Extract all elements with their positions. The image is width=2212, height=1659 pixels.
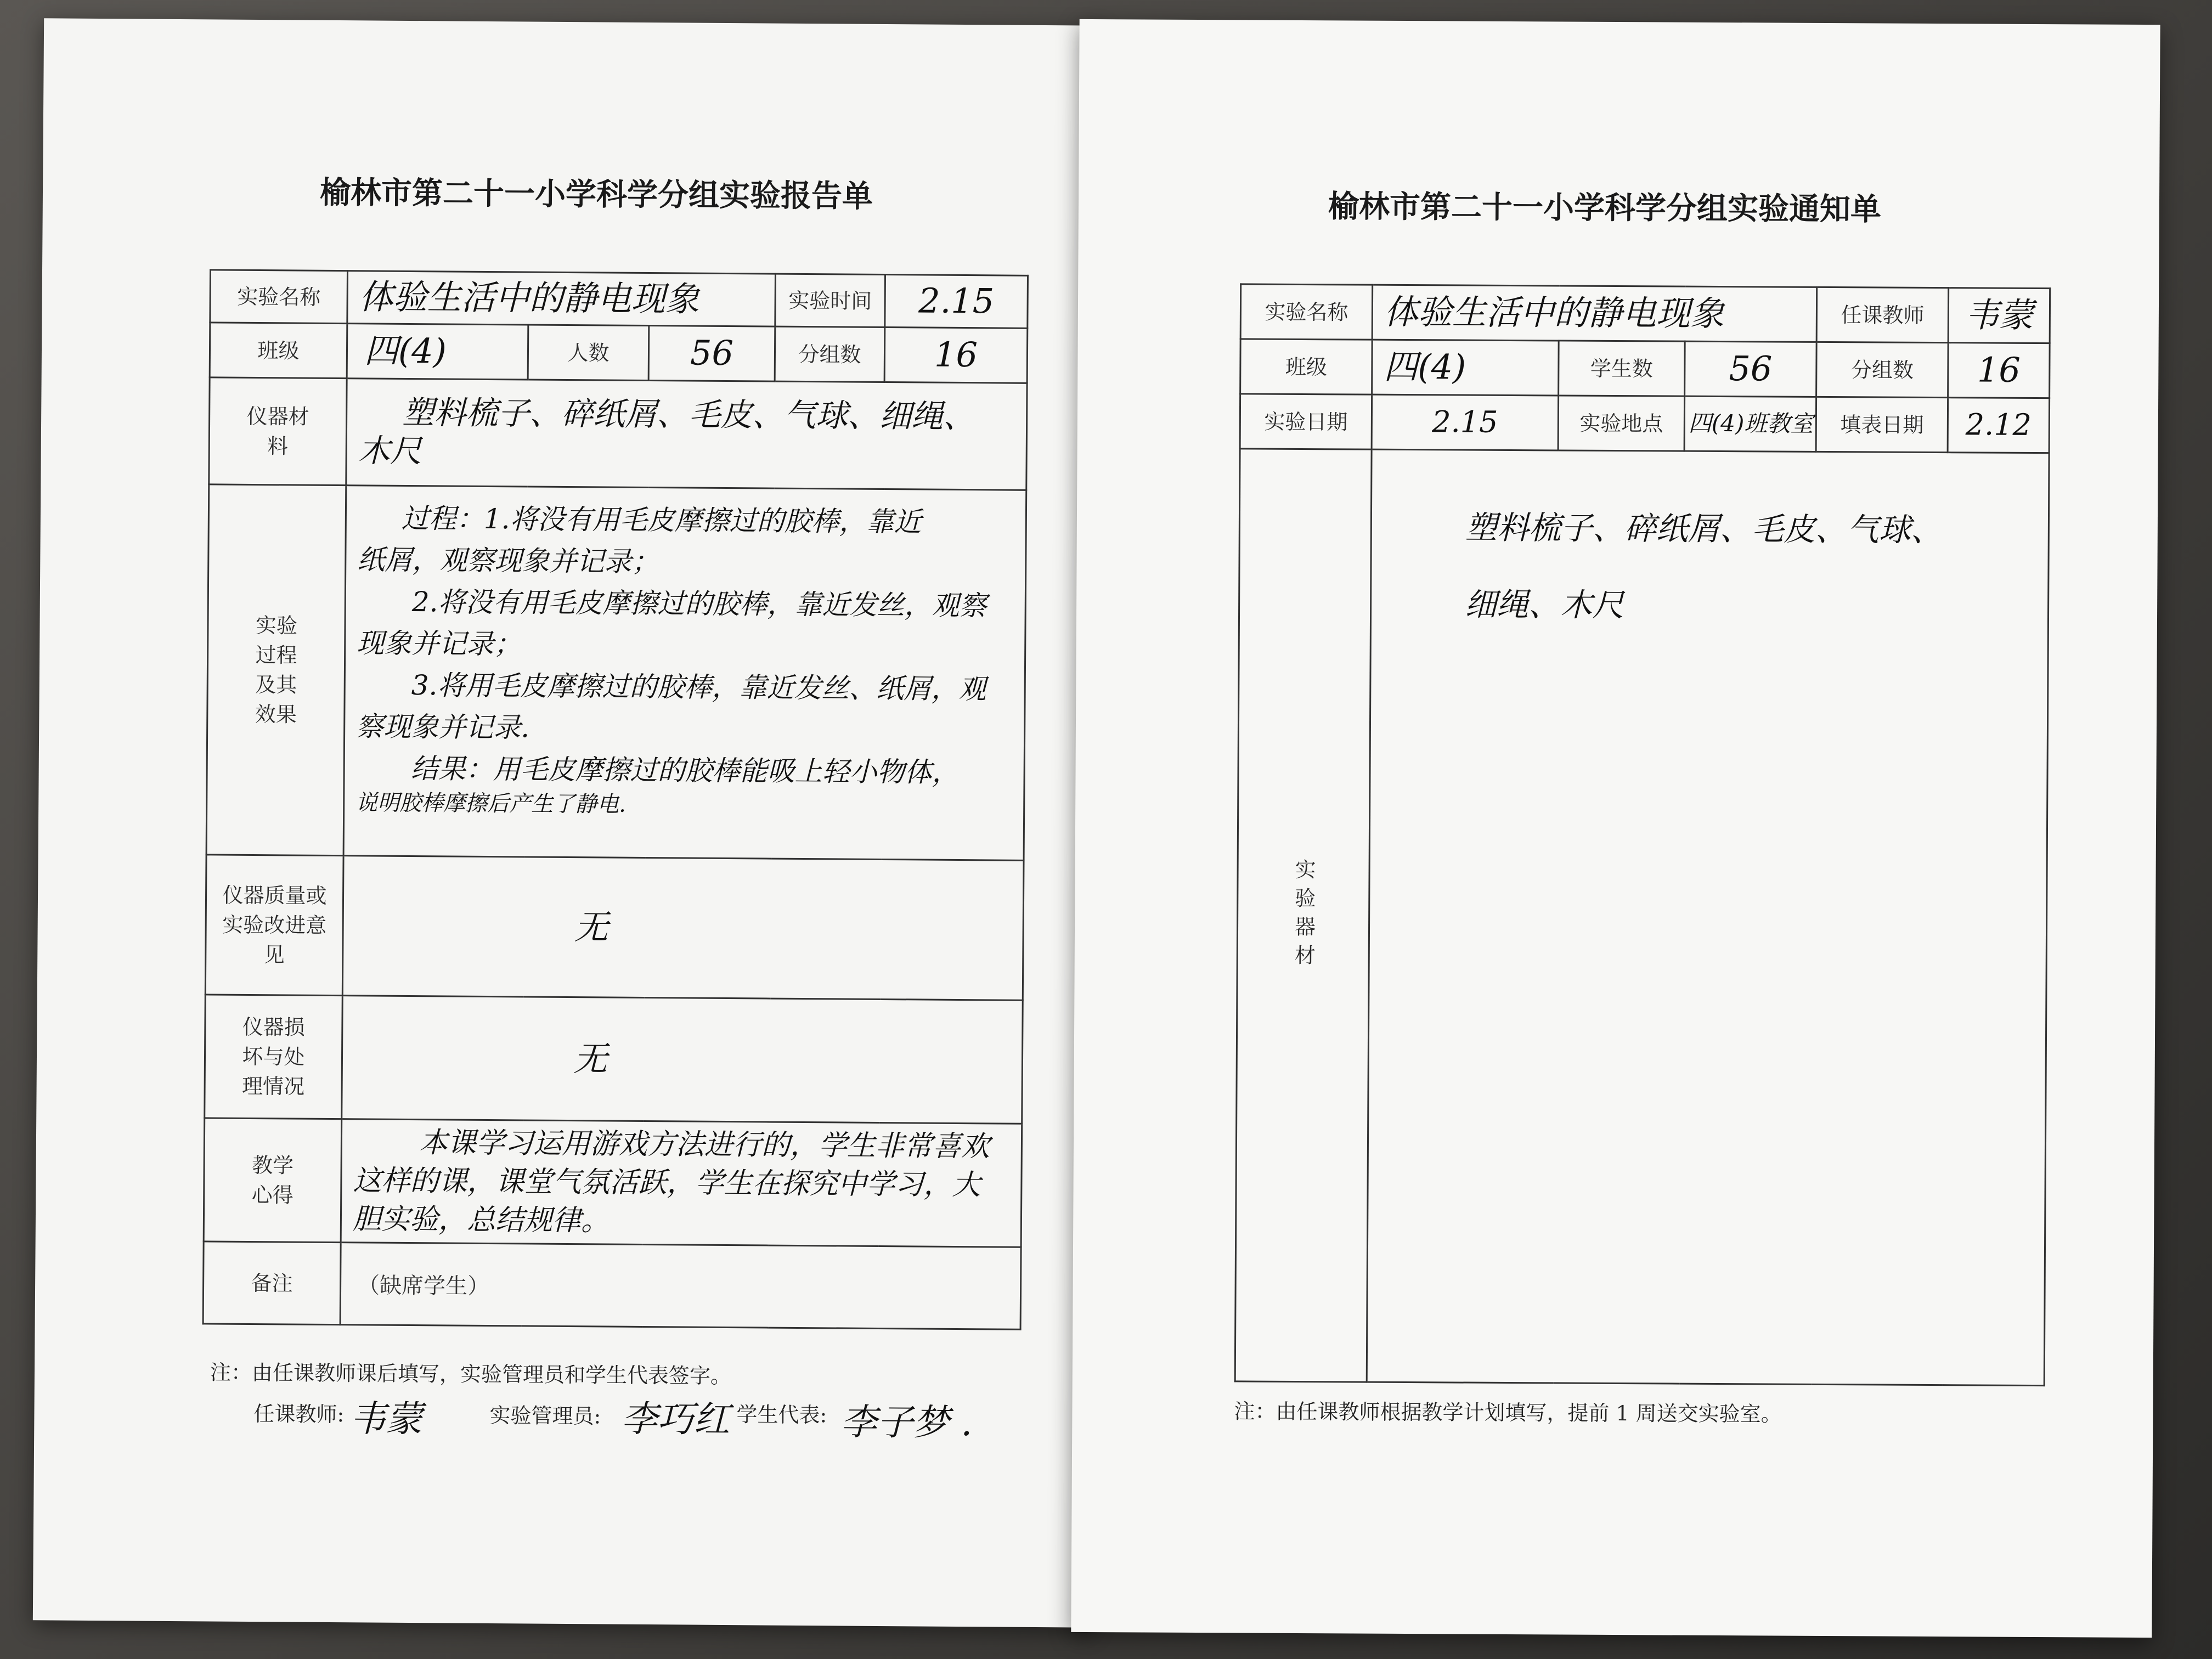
report-exp-time-label: 实验时间 (775, 274, 885, 327)
notice-location-label: 实验地点 (1558, 396, 1685, 451)
notice-sheet (1071, 19, 2160, 1638)
report-reflection-line-2: 这样的课，课堂气氛活跃，学生在探究中学习，大 (353, 1164, 981, 1202)
notice-equipment-line-1: 塑料梳子、碎纸屑、毛皮、气球、 (1465, 509, 1943, 549)
report-damage-value: 无 (342, 996, 1023, 1124)
report-admin-label: 实验管理员: (489, 1403, 601, 1429)
notice-fill-date-value: 2.12 (1948, 398, 2050, 453)
report-remarks-label: 备注 (203, 1242, 341, 1325)
report-footer-note: 注：由任课教师课后填写，实验管理员和学生代表签字。 (210, 1360, 732, 1389)
report-people-label: 人数 (528, 325, 649, 381)
report-equipment-label: 仪器材料 (209, 377, 347, 486)
report-sheet (33, 18, 1103, 1627)
notice-equipment-line-2: 细绳、木尺 (1464, 585, 1624, 624)
notice-groups-label: 分组数 (1816, 342, 1949, 397)
report-process-line-8: 说明胶棒摩擦后产生了静电. (356, 790, 627, 817)
notice-students-label: 学生数 (1559, 341, 1685, 396)
report-equipment-line-2: 木尺 (358, 432, 422, 470)
notice-exp-name-label: 实验名称 (1240, 284, 1373, 340)
report-title: 榆林市第二十一小学科学分组实验报告单 (319, 174, 873, 215)
notice-table (1234, 283, 2051, 1386)
report-process-line-4: 现象并记录； (357, 627, 522, 661)
report-process-line-6: 察现象并记录. (356, 710, 530, 744)
report-remarks-value: （缺席学生） (340, 1243, 1021, 1330)
report-process-value (343, 486, 1026, 861)
notice-exp-date-label: 实验日期 (1240, 394, 1372, 449)
report-table (202, 269, 1029, 1330)
report-exp-time-value: 2.15 (885, 275, 1028, 329)
report-reflection-line-3: 胆实验，总结规律。 (352, 1203, 610, 1238)
report-reflection-label: 教学心得 (204, 1118, 342, 1243)
report-class-label: 班级 (210, 323, 347, 379)
report-damage-label: 仪器损坏与处理情况 (205, 995, 343, 1119)
report-exp-name-label: 实验名称 (210, 270, 348, 324)
report-process-line-2: 纸屑，观察现象并记录； (357, 544, 659, 578)
report-process-line-1: 过程：1.将没有用毛皮摩擦过的胶棒，靠近 (401, 502, 922, 538)
report-reflection-line-1: 本课学习运用游戏方法进行的，学生非常喜欢 (419, 1126, 990, 1164)
report-teacher-signature: 韦蒙 (349, 1397, 422, 1441)
notice-students-value: 56 (1685, 341, 1817, 397)
report-people-value: 56 (648, 326, 775, 382)
report-student-signature: 李子梦 . (840, 1401, 973, 1444)
notice-exp-date-value: 2.15 (1372, 394, 1559, 450)
report-equipment-value (346, 379, 1027, 490)
notice-groups-value: 16 (1948, 343, 2050, 398)
notice-class-value: 四(4) (1372, 340, 1559, 396)
report-process-line-7: 结果：用毛皮摩擦过的胶棒能吸上轻小物体， (410, 752, 960, 788)
notice-teacher-value: 韦蒙 (1948, 288, 2050, 343)
report-process-label: 实验过程及其效果 (206, 484, 346, 856)
report-groups-value: 16 (884, 328, 1028, 383)
report-equipment-line-1: 塑料梳子、碎纸屑、毛皮、气球、细绳、 (402, 394, 975, 436)
report-quality-label: 仪器质量或实验改进意见 (205, 855, 343, 996)
report-process-line-3: 2.将没有用毛皮摩擦过的胶棒，靠近发丝，观察 (411, 586, 987, 622)
notice-teacher-label: 任课教师 (1816, 287, 1949, 342)
notice-exp-name-value: 体验生活中的静电现象 (1372, 285, 1817, 342)
notice-class-label: 班级 (1240, 339, 1373, 394)
report-class-value: 四(4) (347, 324, 528, 380)
report-admin-signature: 李巧红 (621, 1397, 730, 1441)
report-process-line-5: 3.将用毛皮摩擦过的胶棒，靠近发丝、纸屑，观 (411, 669, 986, 706)
notice-equipment-label: 实验器材 (1235, 449, 1372, 1382)
report-reflection-value (341, 1119, 1022, 1248)
notice-title: 榆林市第二十一小学科学分组实验通知单 (1328, 189, 1882, 228)
report-exp-name-value: 体验生活中的静电现象 (347, 271, 776, 326)
report-teacher-label: 任课教师: (253, 1402, 345, 1427)
notice-equipment-value (1367, 449, 2049, 1385)
notice-location-value: 四(4)班教室 (1684, 396, 1816, 452)
report-student-label: 学生代表: (736, 1402, 827, 1427)
report-quality-value: 无 (342, 856, 1024, 1001)
notice-fill-date-label: 填表日期 (1816, 397, 1948, 452)
notice-footer-note: 注：由任课教师根据教学计划填写，提前 1 周送交实验室。 (1234, 1399, 1782, 1426)
report-groups-label: 分组数 (775, 326, 885, 382)
